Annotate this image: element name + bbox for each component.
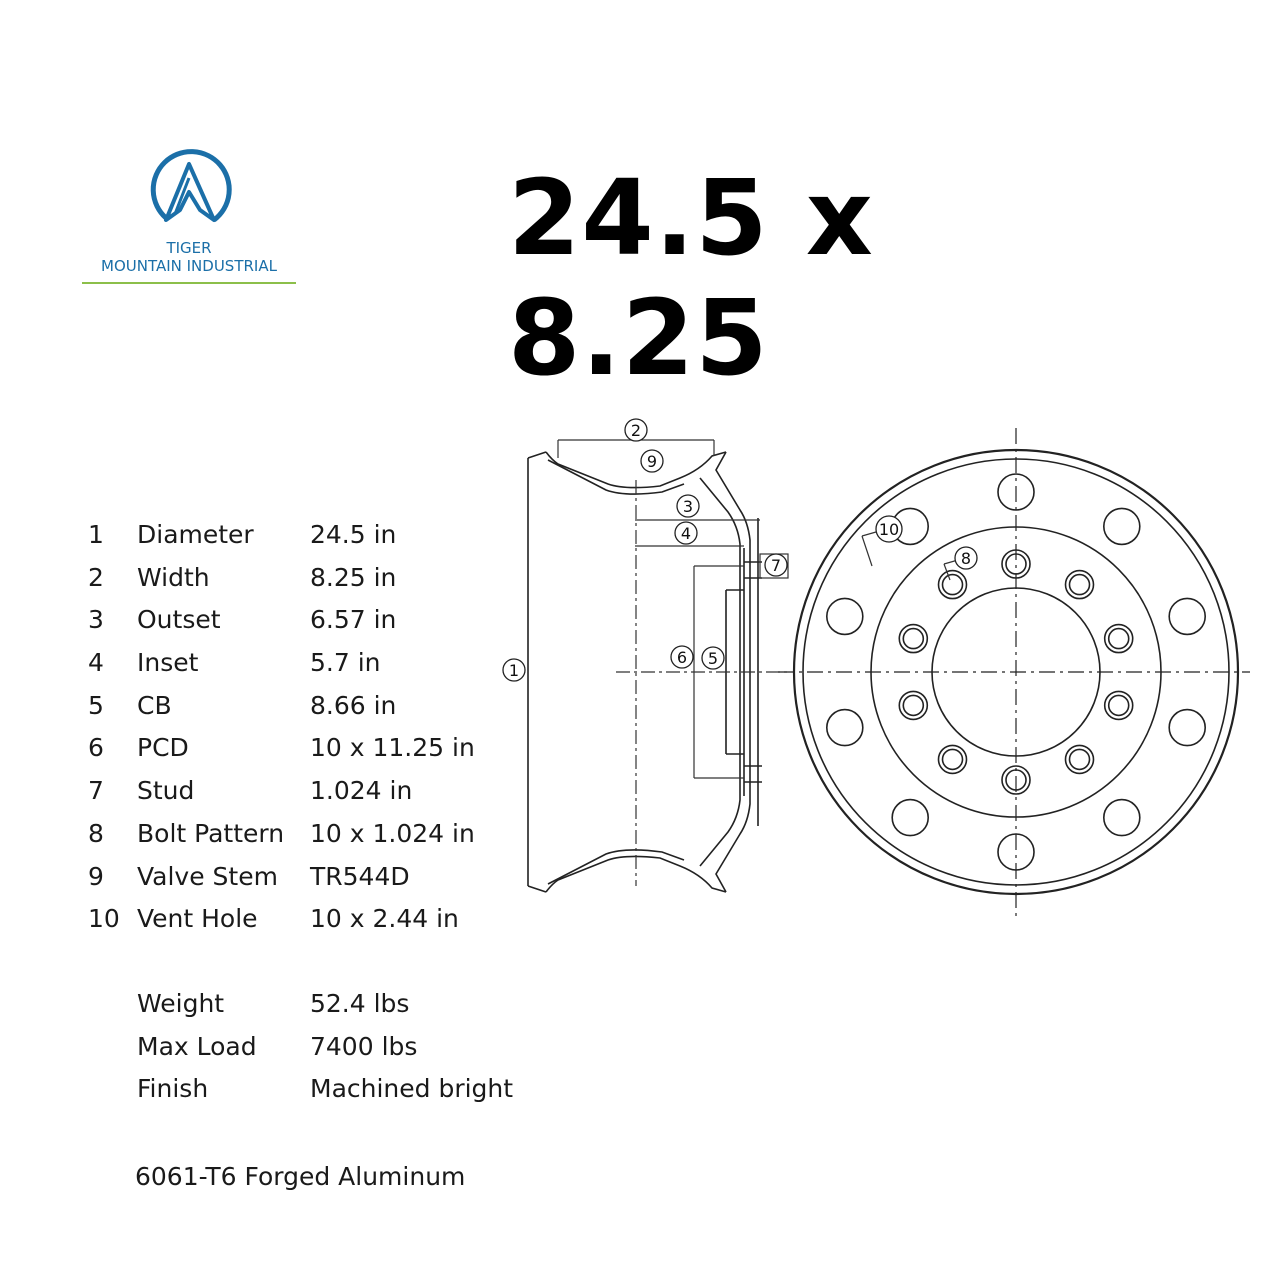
bolt-hole [1109,695,1129,715]
spec-number: 5 [88,690,104,720]
svg-text:8: 8 [960,549,972,568]
svg-text:10: 10 [878,520,900,539]
callout-8 [955,547,977,569]
callout-6 [671,646,693,668]
front-view [778,428,1250,916]
svg-text:4: 4 [680,524,692,543]
spec-value: 1.024 in [310,776,413,806]
callout-1 [503,659,525,681]
vent-hole [827,598,863,634]
property-value: Machined bright [310,1074,514,1104]
callout-10 [876,516,902,542]
property-value: 7400 lbs [310,1031,418,1061]
spec-label: Outset [137,605,221,635]
spec-label: Inset [137,648,199,678]
brand-name-line1: TIGER [166,239,212,257]
vent-hole [1169,598,1205,634]
spec-value: 6.57 in [310,605,397,635]
spec-value: 10 x 11.25 in [310,733,475,763]
spec-label: Vent Hole [137,904,258,934]
material-note: 6061-T6 Forged Aluminum [135,1162,466,1191]
spec-value: 10 x 2.44 in [310,904,459,934]
brand-name-line2: MOUNTAIN INDUSTRIAL [101,257,277,275]
spec-label: Width [137,562,210,592]
spec-number: 4 [88,648,104,678]
spec-number: 1 [88,520,104,549]
vent-hole [892,800,928,836]
spec-label: Bolt Pattern [137,818,285,848]
svg-text:1: 1 [508,661,520,680]
spec-number: 2 [88,562,104,592]
property-label: Finish [137,1074,209,1104]
bolt-hole [943,575,963,595]
property-value: 52.4 lbs [310,989,410,1018]
spec-value: 5.7 in [310,648,381,678]
svg-text:6: 6 [676,648,688,667]
vent-hole [827,710,863,746]
callout-5 [702,647,724,669]
spec-number: 9 [88,861,104,891]
property-label: Max Load [137,1031,257,1061]
bolt-hole [943,749,963,769]
spec-number: 10 [88,904,120,934]
spec-number: 3 [88,605,104,635]
bolt-hole [903,695,923,715]
svg-text:3: 3 [682,497,694,516]
spec-label: Diameter [137,520,254,549]
svg-text:9: 9 [646,452,658,471]
callout-7 [765,554,787,576]
svg-text:2: 2 [630,421,642,440]
callout-2 [625,419,647,441]
spec-number: 6 [88,733,104,763]
property-label: Weight [137,989,225,1018]
vent-hole [1104,508,1140,544]
spec-value: 24.5 in [310,520,397,549]
spec-value: 10 x 1.024 in [310,818,475,848]
vent-hole [1104,800,1140,836]
svg-text:5: 5 [707,649,719,668]
svg-text:7: 7 [770,556,782,575]
spec-value: TR544D [310,861,410,891]
callout-9 [641,450,663,472]
spec-label: Stud [137,776,195,806]
spec-label: PCD [137,733,189,763]
spec-label: CB [137,690,172,720]
bolt-hole [1070,749,1090,769]
bolt-hole [903,629,923,649]
spec-label: Valve Stem [137,861,278,891]
vent-hole [1169,710,1205,746]
spec-number: 7 [88,776,104,806]
spec-value: 8.25 in [310,562,397,592]
callout-3 [677,495,699,517]
wheel-size-title: 24.5 x 8.25 [508,157,874,399]
bolt-hole [1109,629,1129,649]
spec-value: 8.66 in [310,690,397,720]
spec-number: 8 [88,818,104,848]
bolt-hole [1070,575,1090,595]
callout-4 [675,522,697,544]
